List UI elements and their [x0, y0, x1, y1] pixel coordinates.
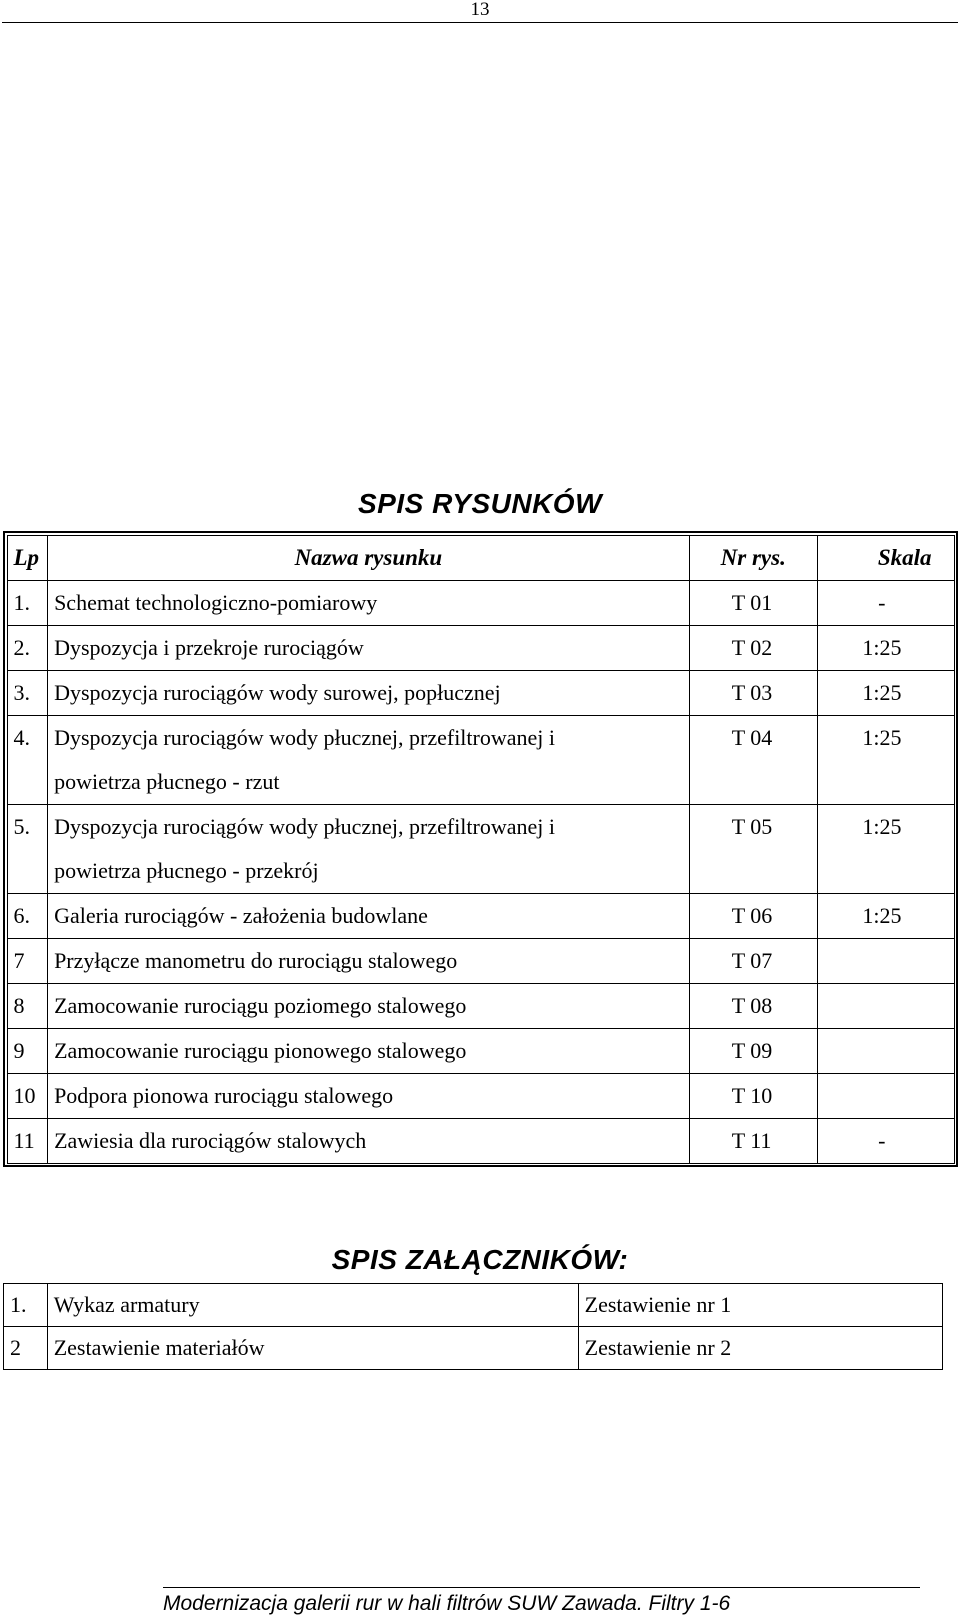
- drawing-number: T 05: [689, 804, 817, 893]
- drawing-name-line: Dyspozycja rurociągów wody surowej, popłucznej: [54, 679, 501, 705]
- header-scale: Skala: [817, 535, 954, 580]
- drawing-row: [7, 1028, 954, 1073]
- drawing-name-line: Podpora pionowa rurociągu stalowego: [54, 1082, 394, 1108]
- drawing-number: T 03: [689, 670, 817, 715]
- drawing-number: T 11: [689, 1118, 817, 1163]
- drawing-name-line: Schemat technologiczno-pomiarowy: [54, 589, 378, 615]
- drawings-table-frame: [3, 531, 958, 1167]
- drawing-lp: 1.: [7, 580, 48, 625]
- drawing-row: [7, 670, 954, 715]
- drawing-name-line: Zamocowanie rurociągu poziomego stalowego: [54, 992, 467, 1018]
- drawing-name: [48, 715, 690, 804]
- drawing-lp: 6.: [7, 893, 48, 938]
- drawing-scale: [817, 1028, 954, 1073]
- attachment-row: [4, 1284, 943, 1327]
- drawing-lp: 10: [7, 1073, 48, 1118]
- drawing-name-line: Przyłącze manometru do rurociągu stalowego: [54, 947, 458, 973]
- drawing-name-line: powietrza płucnego - rzut: [54, 768, 280, 794]
- drawing-name: [48, 580, 690, 625]
- attachments-table-frame: [3, 1283, 943, 1370]
- drawing-scale: -: [817, 1118, 954, 1163]
- drawing-number: T 04: [689, 715, 817, 804]
- drawing-name-line: Zawiesia dla rurociągów stalowych: [54, 1127, 367, 1153]
- drawing-scale: [817, 1073, 954, 1118]
- drawing-name: [48, 1118, 690, 1163]
- attachment-name: Zestawienie materiałów: [47, 1327, 578, 1370]
- drawing-name: [48, 670, 690, 715]
- drawing-scale: 1:25: [817, 670, 954, 715]
- drawing-number: T 02: [689, 625, 817, 670]
- drawing-name-line: Dyspozycja rurociągów wody płucznej, przefiltrowanej i: [54, 813, 555, 839]
- drawing-lp: 2.: [7, 625, 48, 670]
- attachments-body: [4, 1284, 943, 1370]
- drawing-number: T 07: [689, 938, 817, 983]
- drawing-row: [7, 1073, 954, 1118]
- drawing-lp: 8: [7, 983, 48, 1028]
- attachments-list-title: SPIS ZAŁĄCZNIKÓW:: [331, 1244, 629, 1275]
- attachment-name: Wykaz armatury: [47, 1284, 578, 1327]
- drawing-scale: 1:25: [817, 893, 954, 938]
- drawing-name-line: powietrza płucnego - przekrój: [54, 857, 319, 883]
- drawing-lp: 11: [7, 1118, 48, 1163]
- drawing-row: [7, 983, 954, 1028]
- drawing-lp: 7: [7, 938, 48, 983]
- drawing-row: [7, 804, 954, 893]
- page-number: 13: [470, 0, 490, 20]
- header-nr: Nr rys.: [689, 535, 817, 580]
- attachment-ref: Zestawienie nr 2: [578, 1327, 942, 1370]
- drawing-name: [48, 1073, 690, 1118]
- drawing-name-line: Dyspozycja rurociągów wody płucznej, przefiltrowanej i: [54, 724, 555, 750]
- drawings-body: [7, 580, 954, 1163]
- drawing-scale: 1:25: [817, 804, 954, 893]
- drawing-lp: 5.: [7, 804, 48, 893]
- drawing-scale: -: [817, 580, 954, 625]
- drawing-row: [7, 625, 954, 670]
- attachments-table: [3, 1283, 943, 1370]
- drawing-lp: 4.: [7, 715, 48, 804]
- drawing-name: [48, 893, 690, 938]
- drawing-row: [7, 938, 954, 983]
- drawing-row: [7, 715, 954, 804]
- drawing-row: [7, 893, 954, 938]
- attachment-row: [4, 1327, 943, 1370]
- drawing-name-line: Galeria rurociągów - założenia budowlane: [54, 902, 428, 928]
- drawing-row: [7, 1118, 954, 1163]
- footer-text: Modernizacja galerii rur w hali filtrów SUW Zawada. Filtry 1-6: [163, 1592, 731, 1615]
- header-name: Nazwa rysunku: [48, 535, 690, 580]
- header-rule: [2, 22, 958, 23]
- drawing-number: T 01: [689, 580, 817, 625]
- header-lp: Lp: [7, 535, 48, 580]
- drawing-scale: [817, 983, 954, 1028]
- drawings-table: [7, 535, 955, 1164]
- drawing-lp: 9: [7, 1028, 48, 1073]
- drawing-name: [48, 983, 690, 1028]
- drawing-scale: 1:25: [817, 625, 954, 670]
- drawing-number: T 10: [689, 1073, 817, 1118]
- drawing-scale: [817, 938, 954, 983]
- footer-rule: [163, 1587, 920, 1588]
- drawing-lp: 3.: [7, 670, 48, 715]
- drawing-scale: 1:25: [817, 715, 954, 804]
- drawing-name: [48, 938, 690, 983]
- drawing-name-line: Dyspozycja i przekroje rurociągów: [54, 634, 364, 660]
- drawing-row: [7, 580, 954, 625]
- drawing-number: T 06: [689, 893, 817, 938]
- drawing-name-line: Zamocowanie rurociągu pionowego stalowego: [54, 1037, 467, 1063]
- drawing-name: [48, 804, 690, 893]
- drawings-header-row: [7, 535, 954, 580]
- attachment-ref: Zestawienie nr 1: [578, 1284, 942, 1327]
- drawing-name: [48, 625, 690, 670]
- drawing-name: [48, 1028, 690, 1073]
- drawing-number: T 09: [689, 1028, 817, 1073]
- attachment-lp: 2: [4, 1327, 48, 1370]
- drawings-list-title: SPIS RYSUNKÓW: [357, 488, 603, 519]
- attachment-lp: 1.: [4, 1284, 48, 1327]
- drawing-number: T 08: [689, 983, 817, 1028]
